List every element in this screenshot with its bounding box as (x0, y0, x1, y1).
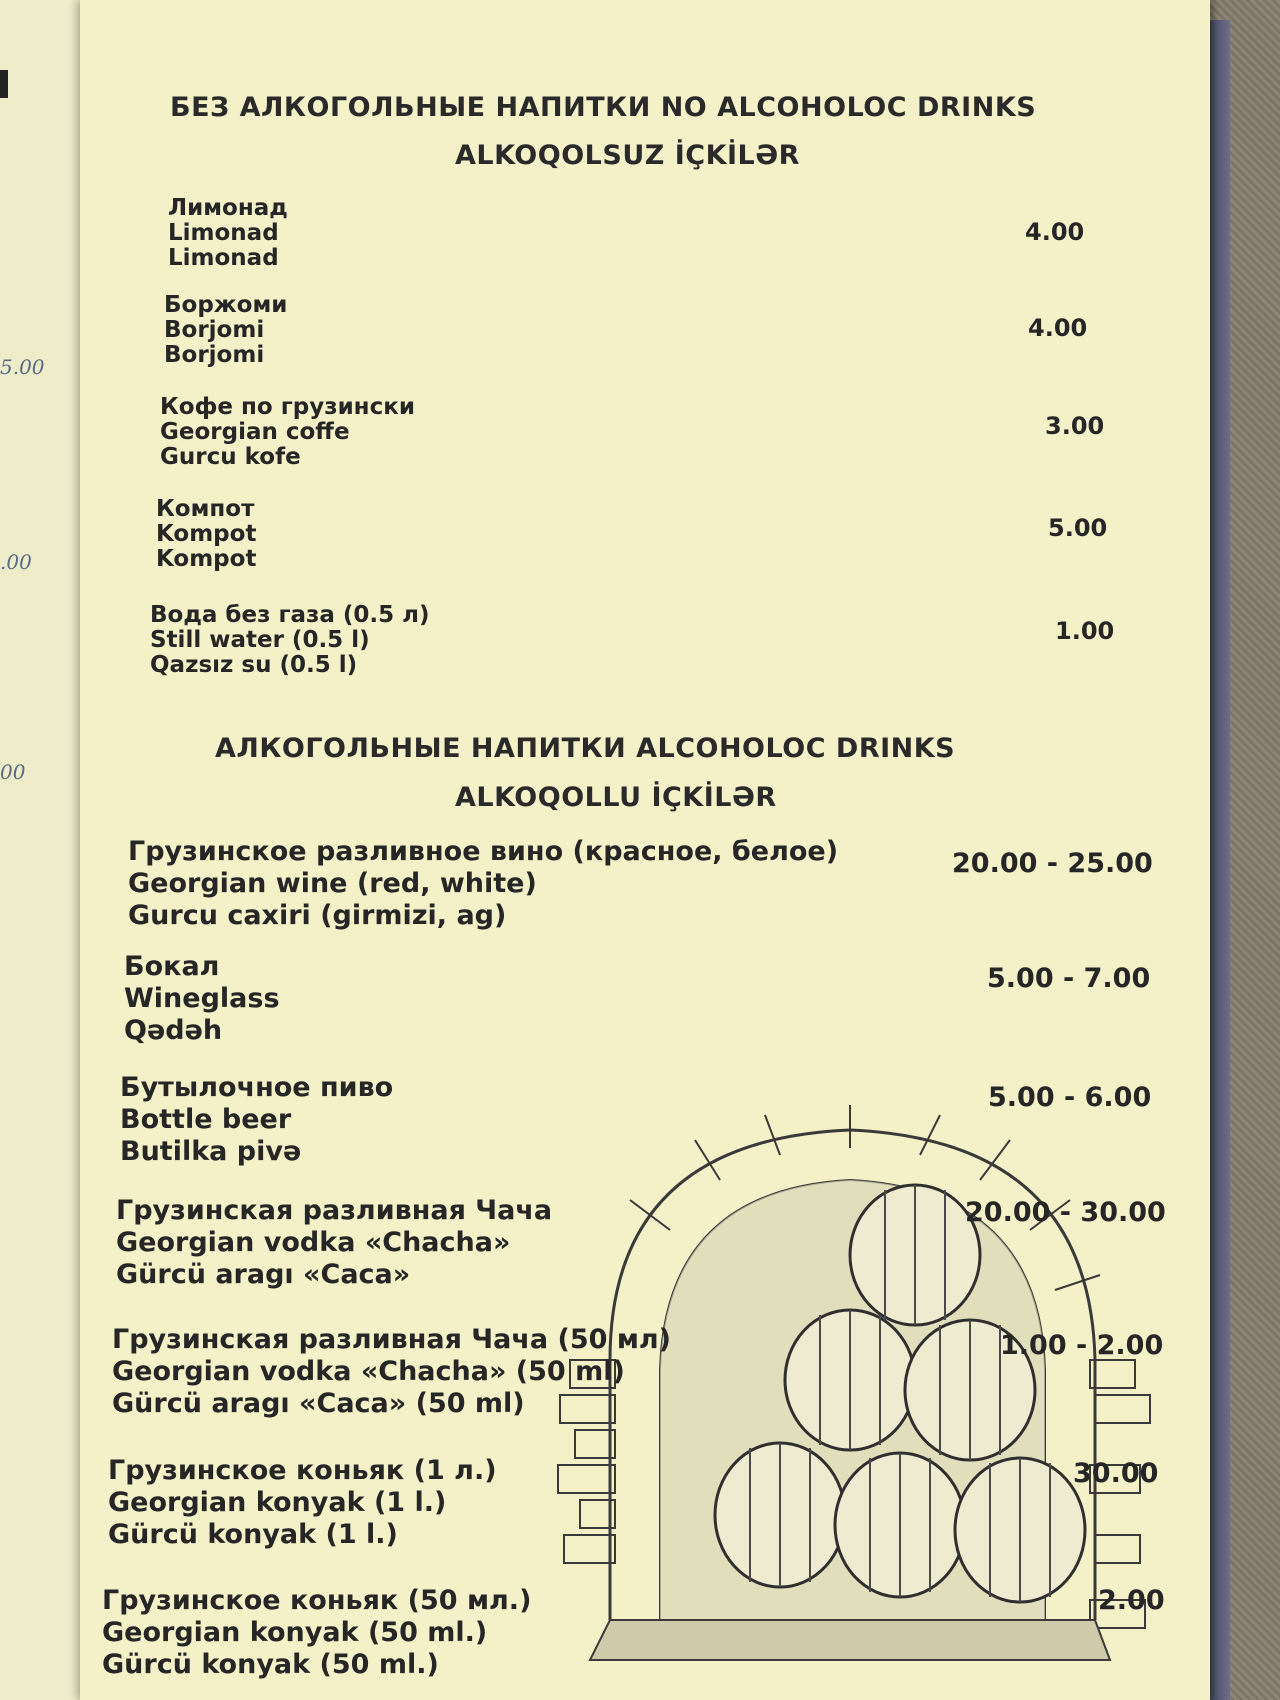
item-name-en: Wineglass (124, 983, 280, 1014)
item-price: 1.00 (1055, 617, 1115, 645)
item-name-az: Qazsız su (0.5 l) (150, 652, 358, 678)
item-name-az: Qədəh (124, 1015, 223, 1046)
item-price: 20.00 - 30.00 (965, 1197, 1166, 1228)
item-name-en: Limonad (168, 220, 279, 246)
item-price: 4.00 (1025, 218, 1085, 246)
item-name-ru: Боржоми (164, 292, 288, 318)
item-name-en: Georgian vodka «Chacha» (50 ml) (112, 1356, 625, 1387)
item-name-en: Kompot (156, 521, 257, 547)
menu-page (80, 0, 1210, 1700)
item-name-az: Limonad (168, 245, 279, 271)
margin-note: 5.00 (0, 355, 45, 379)
item-name-en: Georgian konyak (50 ml.) (102, 1617, 488, 1648)
item-name-en: Georgian wine (red, white) (128, 868, 537, 899)
menu-item (120, 1072, 393, 1168)
item-name-az: Borjomi (164, 342, 265, 368)
item-name-en: Georgian konyak (1 l.) (108, 1487, 447, 1518)
item-price: 3.00 (1045, 412, 1105, 440)
section-heading-alcoholic: АЛКОГОЛЬНЫЕ НАПИТКИ ALCOHOLOC DRINKS (215, 733, 956, 764)
menu-item (156, 497, 256, 572)
item-price: 4.00 (1028, 314, 1088, 342)
item-price: 20.00 - 25.00 (952, 848, 1153, 879)
menu-item (102, 1585, 531, 1681)
section-subheading-non-alcoholic: ALKOQOLSUZ İÇKİLƏR (455, 140, 800, 171)
menu-item (160, 395, 415, 470)
item-name-az: Gurcu caxiri (girmizi, ag) (128, 900, 507, 931)
item-name-ru: Грузинская разливная Чача (50 мл) (112, 1324, 671, 1355)
item-price: 5.00 (1048, 514, 1108, 542)
item-name-az: Gurcu kofe (160, 444, 301, 470)
previous-page-edge (0, 0, 90, 1700)
item-name-ru: Грузинская разливная Чача (116, 1195, 553, 1226)
item-price: 5.00 - 7.00 (987, 963, 1151, 994)
item-name-az: Kompot (156, 546, 257, 572)
item-name-ru: Грузинское коньяк (1 л.) (108, 1455, 497, 1486)
section-subheading-alcoholic: ALKOQOLLU İÇKİLƏR (455, 782, 777, 813)
item-name-ru: Кофе по грузински (160, 394, 415, 420)
item-name-en: Bottle beer (120, 1104, 292, 1135)
item-name-ru: Вода без газа (0.5 л) (150, 602, 430, 628)
margin-note: .00 (0, 550, 32, 574)
menu-item (164, 293, 287, 368)
item-price: 2.00 (1098, 1585, 1165, 1616)
item-name-ru: Компот (156, 496, 255, 522)
menu-item (150, 603, 430, 678)
item-name-az: Gürcü konyak (1 l.) (108, 1519, 398, 1550)
previous-page-mark (0, 70, 8, 98)
item-name-en: Still water (0.5 l) (150, 627, 370, 653)
item-name-az: Gürcü konyak (50 ml.) (102, 1649, 439, 1680)
item-name-ru: Бокал (124, 951, 220, 982)
item-name-ru: Бутылочное пиво (120, 1072, 394, 1103)
menu-item (116, 1195, 552, 1291)
item-name-en: Georgian vodka «Chacha» (116, 1227, 511, 1258)
item-price: 5.00 - 6.00 (988, 1082, 1152, 1113)
item-name-az: Gürcü aragı «Caca» (50 ml) (112, 1388, 525, 1419)
menu-item (128, 836, 838, 932)
section-heading-non-alcoholic: БЕЗ АЛКОГОЛЬНЫЕ НАПИТКИ NO ALCOHOLOC DRINKS (170, 92, 1037, 123)
item-name-ru: Лимонад (168, 195, 288, 221)
item-name-ru: Грузинское коньяк (50 мл.) (102, 1585, 532, 1616)
item-price: 1.00 - 2.00 (1000, 1330, 1164, 1361)
item-name-az: Butilka pivə (120, 1136, 302, 1167)
menu-item (124, 951, 280, 1047)
item-name-az: Gürcü aragı «Caca» (116, 1259, 411, 1290)
menu-item (112, 1324, 671, 1420)
item-price: 30.00 (1073, 1458, 1159, 1489)
item-name-ru: Грузинское разливное вино (красное, белое) (128, 836, 839, 867)
menu-item (108, 1455, 497, 1551)
menu-item (168, 196, 288, 271)
margin-note: 00 (0, 760, 26, 784)
item-name-en: Borjomi (164, 317, 265, 343)
item-name-en: Georgian coffe (160, 419, 350, 445)
